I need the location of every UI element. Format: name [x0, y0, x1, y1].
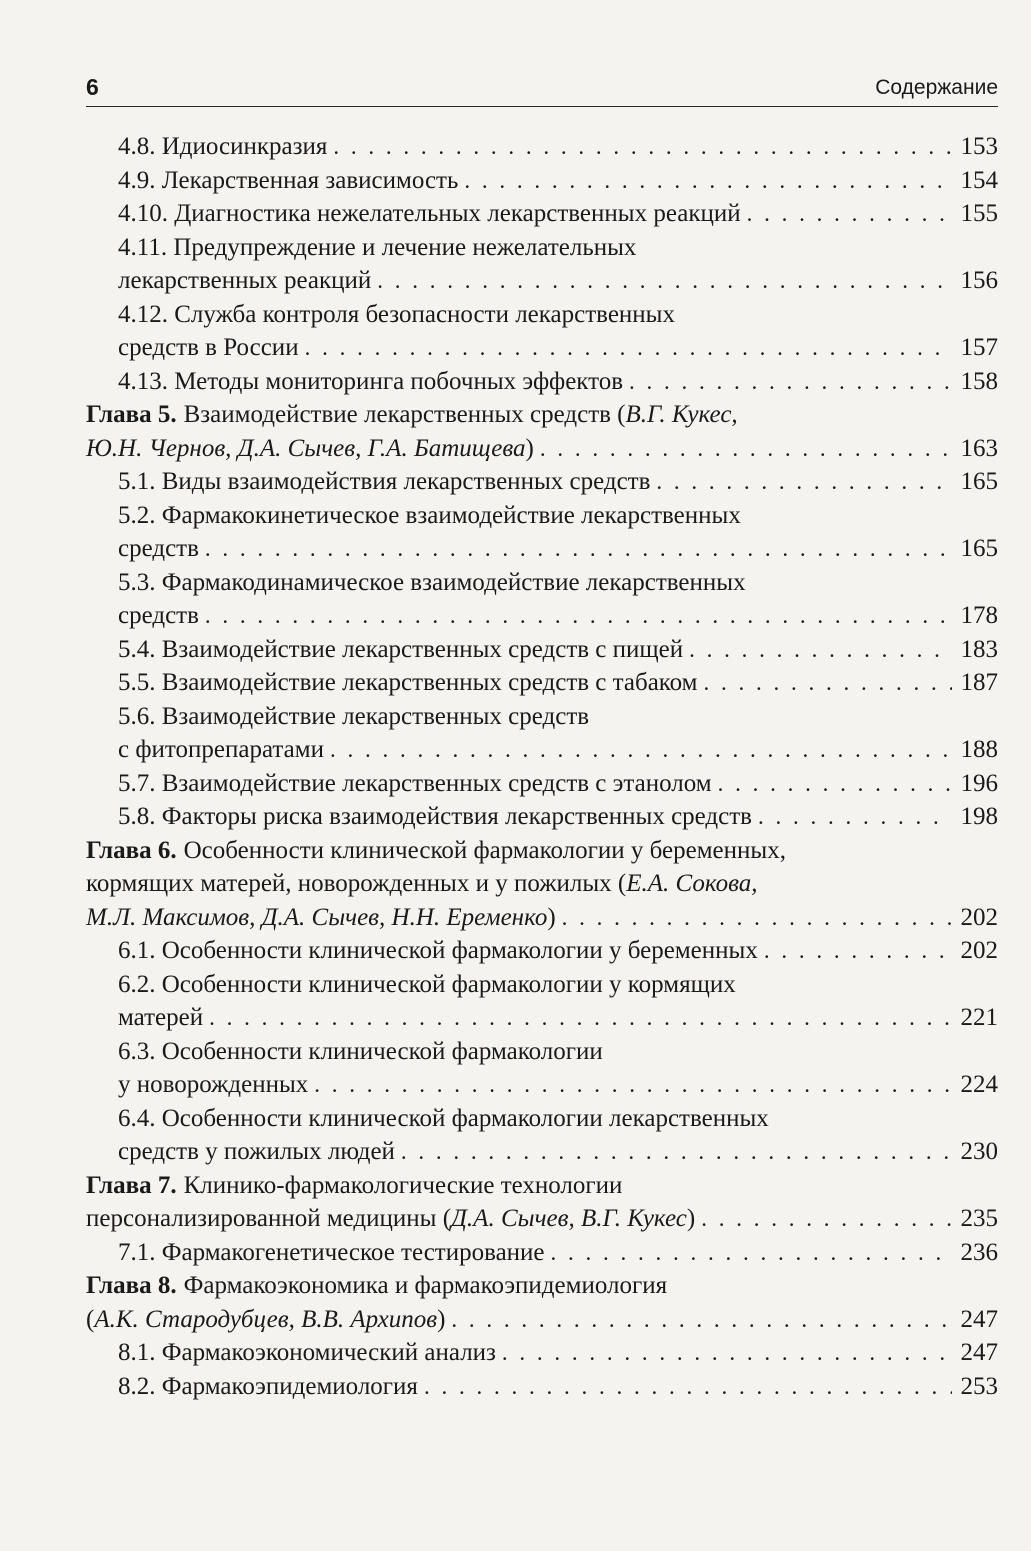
section-title: Содержание	[875, 76, 998, 99]
page-ref: 196	[960, 769, 998, 797]
entry-title: кормящих матерей, новорожденных и у пожилых (	[86, 870, 627, 897]
leader-dots	[758, 800, 952, 834]
page-ref: 247	[960, 1339, 998, 1366]
leader-dots	[689, 633, 952, 667]
toc-line	[86, 1236, 998, 1270]
entry-authors: М.Л. Максимов, Д.А. Сычев, Н.Н. Еременко	[86, 903, 548, 931]
leader-dots	[540, 432, 952, 466]
entry-title: лекарственных реакций	[118, 267, 372, 294]
page-ref: 153	[960, 133, 998, 160]
page-ref: 157	[960, 334, 998, 361]
toc-entry-text	[118, 666, 698, 700]
entry-title: 4.10. Диагностика нежелательных лекарственных реакций	[118, 200, 741, 227]
page-ref: 253	[960, 1372, 998, 1400]
chapter-label: Глава 5.	[86, 401, 177, 428]
toc-line	[86, 834, 998, 868]
toc-line	[86, 398, 998, 432]
entry-title: 6.2. Особенности клинической фармакологии у кормящих	[118, 970, 736, 998]
entry-authors: Е.А. Сокова,	[626, 870, 758, 897]
entry-authors: В.Г. Кукес,	[625, 401, 738, 428]
entry-authors: Д.А. Сычев, В.Г. Кукес	[451, 1205, 687, 1232]
entry-suffix: )	[525, 434, 534, 462]
toc-line	[86, 532, 998, 566]
page-ref: 247	[960, 1305, 998, 1333]
entry-title: Взаимодействие лекарственных средств (	[183, 401, 626, 428]
page-ref: 154	[960, 166, 998, 194]
entry-title: Фармакоэкономика и фармакоэпидемиология	[183, 1272, 668, 1299]
toc-entry-text	[118, 1102, 769, 1136]
leader-dots	[656, 465, 952, 499]
toc-entry-text	[118, 532, 199, 566]
page-ref: 198	[960, 803, 998, 830]
toc-line	[86, 1303, 998, 1337]
toc-line	[86, 365, 998, 399]
toc-line	[86, 968, 998, 1002]
leader-dots	[424, 1370, 952, 1404]
toc-entry-text	[118, 465, 650, 499]
page-ref: 202	[960, 937, 998, 964]
toc-line	[86, 599, 998, 633]
page-ref: 165	[960, 535, 998, 562]
entry-title: 6.3. Особенности клинической фармакологии	[118, 1037, 603, 1065]
toc-entry-text	[86, 901, 556, 935]
toc-entry-text	[118, 733, 324, 767]
toc-line	[86, 264, 998, 298]
toc-line	[86, 130, 998, 164]
leader-dots	[377, 264, 952, 298]
leader-dots	[718, 767, 952, 801]
entry-title: 4.8. Идиосинкразия	[118, 133, 328, 160]
chapter-label: Глава 8.	[86, 1272, 177, 1299]
toc-entry-text	[118, 130, 327, 164]
toc-line	[86, 432, 998, 466]
running-head	[86, 72, 998, 107]
toc-line	[86, 231, 998, 265]
toc-entry-text	[118, 1336, 496, 1370]
toc-line	[86, 1336, 998, 1370]
leader-dots	[451, 1303, 952, 1337]
page-ref: 178	[960, 602, 998, 629]
toc-entry-text	[118, 1236, 545, 1270]
toc-entry-text	[118, 767, 712, 801]
page-ref: 155	[960, 200, 998, 227]
toc-entry-text	[118, 499, 741, 533]
entry-title: (	[86, 1305, 95, 1333]
entry-title: 5.8. Факторы риска взаимодействия лекарственных средств	[118, 803, 752, 830]
toc-entry-text	[86, 1202, 695, 1236]
leader-dots	[764, 934, 952, 968]
toc-entry-text	[118, 968, 736, 1002]
toc-line	[86, 465, 998, 499]
toc-entry-text	[118, 599, 199, 633]
entry-suffix: )	[686, 1205, 696, 1232]
page-ref: 163	[960, 434, 998, 462]
entry-suffix: )	[437, 1305, 446, 1333]
leader-dots	[562, 901, 952, 935]
leader-dots	[629, 365, 952, 399]
toc-entry-text	[86, 432, 534, 466]
toc-entry-text	[118, 331, 299, 365]
leader-dots	[551, 1236, 952, 1270]
toc-line	[86, 767, 998, 801]
entry-title: 6.4. Особенности клинической фармакологии лекарственных	[118, 1104, 769, 1132]
toc-line	[86, 666, 998, 700]
leader-dots	[333, 130, 952, 164]
page-ref: 165	[960, 468, 998, 495]
toc-entry-text	[118, 633, 683, 667]
toc-entry-text	[118, 197, 741, 231]
toc-line	[86, 499, 998, 533]
page-ref: 236	[960, 1238, 998, 1266]
toc-entry-text	[86, 867, 758, 901]
toc-line	[86, 1068, 998, 1102]
entry-title: 5.3. Фармакодинамическое взаимодействие лекарственных	[118, 568, 746, 596]
toc-line	[86, 700, 998, 734]
entry-title: 5.6. Взаимодействие лекарственных средств	[118, 702, 590, 730]
chapter-label: Глава 6.	[86, 836, 177, 864]
entry-title: средств	[118, 602, 199, 629]
entry-title: 5.7. Взаимодействие лекарственных средств с этанолом	[118, 769, 712, 797]
toc-line	[86, 1035, 998, 1069]
entry-title: Особенности клинической фармакологии у беременных,	[183, 836, 786, 864]
toc-entry-text	[118, 1001, 203, 1035]
toc-line	[86, 800, 998, 834]
entry-title: у новорожденных	[118, 1071, 309, 1098]
toc-entry-text	[118, 365, 623, 399]
toc-line	[86, 298, 998, 332]
entry-title: 5.2. Фармакокинетическое взаимодействие лекарственных	[118, 501, 741, 529]
leader-dots	[701, 1202, 952, 1236]
toc-entry-text	[86, 398, 738, 432]
page-ref: 221	[960, 1004, 998, 1031]
toc-entry-text	[86, 834, 786, 868]
toc-entry-text	[118, 566, 746, 600]
page-ref: 230	[960, 1138, 998, 1165]
entry-title: 5.5. Взаимодействие лекарственных средств с табаком	[118, 669, 698, 696]
entry-title: матерей	[118, 1004, 204, 1031]
entry-title: 4.11. Предупреждение и лечение нежелательных	[118, 233, 637, 261]
entry-title: 8.2. Фармакоэпидемиология	[118, 1372, 418, 1400]
toc-entry-text	[86, 1269, 667, 1303]
page-ref: 183	[960, 635, 998, 663]
entry-title: 4.13. Методы мониторинга побочных эффектов	[118, 367, 624, 395]
toc-line	[86, 197, 998, 231]
toc-entry-text	[118, 1370, 418, 1404]
entry-title: средств у пожилых людей	[118, 1138, 395, 1165]
chapter-label: Глава 7.	[86, 1171, 177, 1199]
toc-line	[86, 1269, 998, 1303]
toc-line	[86, 1169, 998, 1203]
leader-dots	[704, 666, 952, 700]
leader-dots	[205, 532, 952, 566]
toc-line	[86, 331, 998, 365]
toc-entry-text	[118, 934, 758, 968]
toc-entry-text	[118, 1068, 308, 1102]
toc-entry-text	[118, 800, 752, 834]
entry-title: персонализированной медицины (	[86, 1205, 452, 1232]
toc-entry-text	[118, 1135, 395, 1169]
entry-title: 4.9. Лекарственная зависимость	[118, 166, 459, 194]
page-ref: 158	[960, 367, 998, 395]
leader-dots	[747, 197, 952, 231]
page-ref: 202	[960, 903, 998, 931]
toc-entry-text	[118, 264, 371, 298]
leader-dots	[401, 1135, 952, 1169]
page-ref: 187	[960, 669, 998, 696]
toc-line	[86, 1135, 998, 1169]
toc-entry-text	[86, 1169, 622, 1203]
entry-title: 7.1. Фармакогенетическое тестирование	[118, 1238, 545, 1266]
entry-authors: Ю.Н. Чернов, Д.А. Сычев, Г.А. Батищева	[86, 434, 526, 462]
page-ref: 235	[960, 1205, 998, 1232]
entry-title: 4.12. Служба контроля безопасности лекарственных	[118, 300, 675, 328]
toc-line	[86, 1202, 998, 1236]
toc-line	[86, 633, 998, 667]
leader-dots	[205, 599, 952, 633]
toc-line	[86, 1370, 998, 1404]
toc-line	[86, 867, 998, 901]
toc-line	[86, 1102, 998, 1136]
toc-line	[86, 164, 998, 198]
entry-title: средств	[118, 535, 199, 562]
table-of-contents	[86, 130, 998, 1403]
entry-title: 5.4. Взаимодействие лекарственных средств с пищей	[118, 635, 684, 663]
entry-suffix: )	[547, 903, 556, 931]
toc-entry-text	[118, 231, 636, 265]
entry-title: 6.1. Особенности клинической фармакологии у беременных	[118, 937, 758, 964]
toc-line	[86, 1001, 998, 1035]
entry-authors: А.К. Стародубцев, В.В. Архипов	[94, 1305, 438, 1333]
entry-title: с фитопрепаратами	[118, 736, 324, 763]
toc-line	[86, 901, 998, 935]
toc-entry-text	[118, 1035, 603, 1069]
page-ref: 224	[960, 1071, 998, 1098]
page-number: 6	[86, 74, 99, 100]
leader-dots	[209, 1001, 952, 1035]
toc-line	[86, 733, 998, 767]
toc-line	[86, 566, 998, 600]
page-ref: 188	[960, 736, 998, 763]
entry-title: Клинико-фармакологические технологии	[183, 1171, 623, 1199]
entry-title: 5.1. Виды взаимодействия лекарственных средств	[118, 468, 651, 495]
entry-title: 8.1. Фармакоэкономический анализ	[118, 1339, 496, 1366]
leader-dots	[305, 331, 952, 365]
toc-entry-text	[86, 1303, 445, 1337]
toc-line	[86, 934, 998, 968]
toc-entry-text	[118, 164, 458, 198]
leader-dots	[502, 1336, 952, 1370]
leader-dots	[314, 1068, 952, 1102]
leader-dots	[330, 733, 952, 767]
toc-entry-text	[118, 700, 589, 734]
leader-dots	[464, 164, 952, 198]
page-ref: 156	[960, 267, 998, 294]
entry-title: средств в России	[118, 334, 299, 361]
toc-entry-text	[118, 298, 675, 332]
